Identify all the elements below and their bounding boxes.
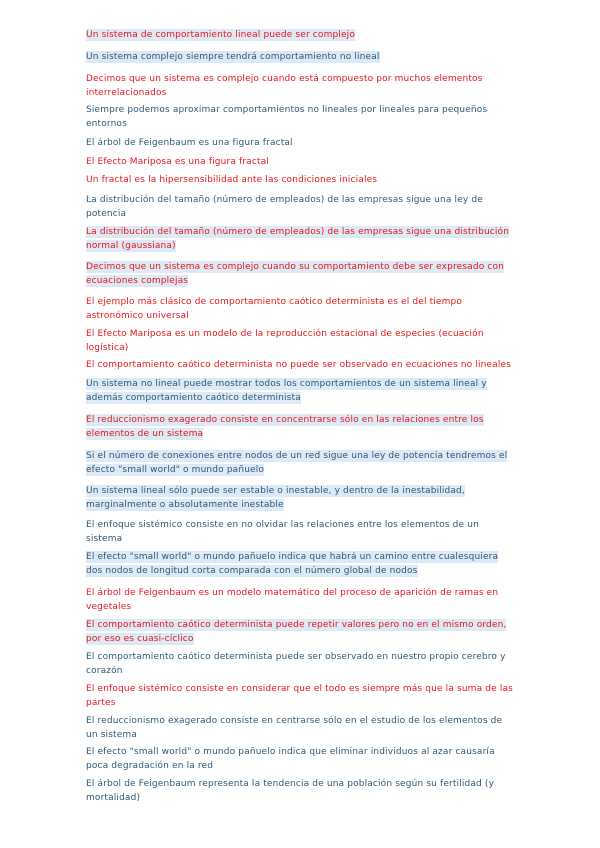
statement-text: El árbol de Feigenbaum es una figura fractal [86,138,293,148]
statement-text: El Efecto Mariposa es una figura fractal [86,157,269,167]
statement-text: Un fractal es la hipersensibilidad ante las condiciones iniciales [86,175,378,185]
statement-19 [86,550,514,578]
statement-23 [86,682,514,710]
statement-text: El comportamiento caótico determinista puede ser observado en nuestro propio cerebro y corazón [86,652,506,676]
statement-25 [86,745,514,773]
statement-5 [86,136,514,150]
statement-text: El árbol de Feigenbaum representa la tendencia de una población según su fertilidad (y mortalidad) [86,779,495,803]
statement-text: El comportamiento caótico determinista no puede ser observado en ecuaciones no lineales [86,360,512,370]
statement-18 [86,518,514,546]
statement-text: Si el número de conexiones entre nodos de un red sigue una ley de potencia tendremos el efecto "small world" o mundo pañuelo [86,451,508,475]
statement-13 [86,358,514,372]
statement-16 [86,449,514,477]
statement-text: El efecto "small world" o mundo pañuelo indica que eliminar individuos al azar causaría poca degradación en la red [86,747,495,771]
statement-text: El comportamiento caótico determinista puede repetir valores pero no en el mismo orden, por eso es cuasi-cíclico [86,620,507,644]
statement-15 [86,413,514,441]
statement-text: El efecto "small world" o mundo pañuelo indica que habrá un camino entre cualesquiera dos nodos de longitud corta comparada con el número global de nodos [86,552,499,576]
statement-text: El ejemplo más clásico de comportamiento caótico determinista es el del tiempo astronómico universal [86,297,463,321]
statement-11 [86,295,514,323]
statement-text: El enfoque sistémico consiste en no olvidar las relaciones entre los elementos de un sistema [86,520,479,544]
statement-9 [86,225,514,253]
statement-text: Decimos que un sistema es complejo cuando su comportamiento debe ser expresado con ecuaciones complejas [86,262,504,286]
statement-text: Siempre podemos aproximar comportamientos no lineales por lineales para pequeños entornos [86,105,488,129]
statement-text: El reduccionismo exagerado consiste en centrarse sólo en el estudio de los elementos de un sistema [86,716,503,740]
statement-10 [86,260,514,288]
statement-4 [86,103,514,131]
statement-text: La distribución del tamaño (número de empleados) de las empresas sigue una ley de potencia [86,195,483,219]
statement-2 [86,50,514,64]
statement-1 [86,28,514,42]
statement-text: El Efecto Mariposa es un modelo de la reproducción estacional de especies (ecuación logística) [86,329,484,353]
statement-12 [86,327,514,355]
statement-text: El enfoque sistémico consiste en considerar que el todo es siempre más que la suma de las partes [86,684,513,708]
statement-20 [86,586,514,614]
statement-text: Un sistema complejo siempre tendrá comportamiento no lineal [86,52,380,62]
statement-text: Un sistema lineal sólo puede ser estable o inestable, y dentro de la inestabilidad, marginalmente o absolutamente inestable [86,486,465,510]
statement-3 [86,72,514,100]
statement-7 [86,173,514,187]
statement-8 [86,193,514,221]
statement-text: Un sistema no lineal puede mostrar todos los comportamientos de un sistema lineal y además comportamiento caótico determinista [86,379,487,403]
statement-14 [86,377,514,405]
statement-text: El árbol de Feigenbaum es un modelo matemático del proceso de aparición de ramas en vegetales [86,588,499,612]
statement-text: Decimos que un sistema es complejo cuando está compuesto por muchos elementos interrelacionados [86,74,483,98]
statement-text: El reduccionismo exagerado consiste en concentrarse sólo en las relaciones entre los elementos de un sistema [86,415,484,439]
statement-21 [86,618,514,646]
statement-22 [86,650,514,678]
statement-6 [86,155,514,169]
statement-text: Un sistema de comportamiento lineal puede ser complejo [86,30,355,40]
statement-26 [86,777,514,805]
statement-17 [86,484,514,512]
statement-24 [86,714,514,742]
statement-text: La distribución del tamaño (número de empleados) de las empresas sigue una distribución normal (gaussiana) [86,227,510,251]
